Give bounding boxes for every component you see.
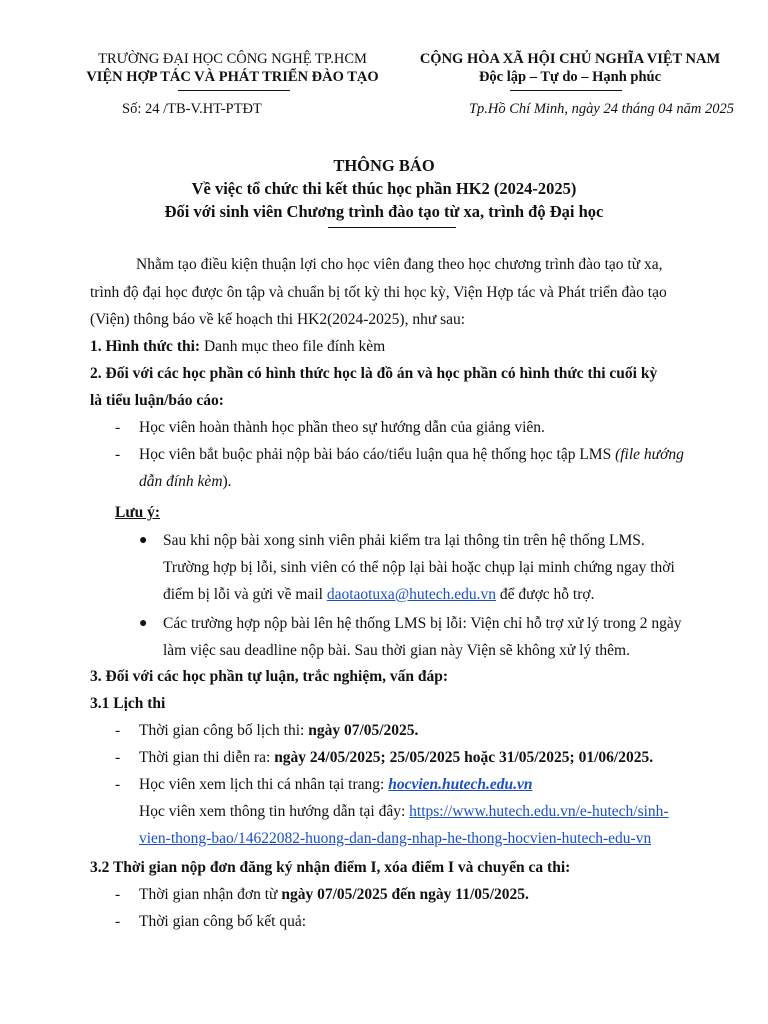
note-2-line-2: làm việc sau deadline nộp bài. Sau thời gian này Viện sẽ không xử lý thêm. bbox=[163, 642, 630, 659]
header-divider-left bbox=[178, 90, 290, 91]
note-label: Lưu ý: bbox=[115, 504, 161, 521]
section-2-item-2-line-1 bbox=[139, 442, 729, 468]
section-1 bbox=[90, 334, 730, 360]
dash-bullet: - bbox=[115, 446, 121, 463]
section-2-heading-line-2: là tiểu luận/báo cáo: bbox=[90, 392, 224, 409]
dash-bullet: - bbox=[115, 776, 121, 793]
dash-bullet: - bbox=[115, 749, 121, 766]
guide-line-2 bbox=[139, 826, 729, 852]
document-audience: Đối với sinh viên Chương trình đào tạo từ xa, trình độ Đại học bbox=[164, 202, 604, 221]
application-period-value: ngày 07/05/2025 đến ngày 11/05/2025. bbox=[281, 886, 529, 903]
result-publish-date: Thời gian công bố kết quả: bbox=[139, 913, 307, 930]
personal-schedule bbox=[139, 772, 729, 798]
dash-bullet: - bbox=[115, 419, 121, 436]
motto: Độc lập – Tự do – Hạnh phúc bbox=[478, 69, 662, 85]
dash-bullet: - bbox=[115, 886, 121, 903]
section-2-item-2-text: Học viên bắt buộc phải nộp bài báo cáo/tiểu luận qua hệ thống học tập LMS bbox=[139, 446, 616, 463]
note-1-line-2: Trường hợp bị lỗi, sinh viên có thể nộp lại bài hoặc chụp lại minh chứng ngay thời bbox=[163, 559, 675, 576]
application-period bbox=[139, 882, 729, 908]
student-portal-link[interactable]: hocvien.hutech.edu.vn bbox=[388, 776, 533, 793]
section-1-label: 1. Hình thức thi: bbox=[90, 338, 201, 355]
application-period-label: Thời gian nhận đơn từ bbox=[139, 886, 282, 903]
note-1-text-end: để được hỗ trợ. bbox=[496, 586, 595, 603]
section-2-item-2-line-2 bbox=[139, 469, 729, 495]
section-3-2-heading: 3.2 Thời gian nộp đơn đăng ký nhận điểm I, xóa điểm I và chuyển ca thi: bbox=[90, 859, 571, 876]
document-title: THÔNG BÁO bbox=[333, 156, 435, 175]
note-1-line-3 bbox=[163, 582, 729, 608]
exam-dates-value: ngày 24/05/2025; 25/05/2025 hoặc 31/05/2025; 01/06/2025. bbox=[274, 749, 654, 766]
dash-bullet: - bbox=[115, 722, 121, 739]
document-subtitle: Về việc tổ chức thi kết thúc học phần HK2 (2024-2025) bbox=[191, 179, 577, 198]
guide-label: Học viên xem thông tin hướng dẫn tại đây: bbox=[139, 803, 410, 820]
schedule-publish-date bbox=[139, 718, 729, 744]
issuer-block bbox=[70, 50, 395, 86]
document-date: Tp.Hồ Chí Minh, ngày 24 tháng 04 năm 2025 bbox=[468, 101, 734, 117]
dash-bullet: - bbox=[115, 913, 121, 930]
guide-link[interactable]: https://www.hutech.edu.vn/e-hutech/sinh- bbox=[409, 803, 669, 820]
guide-link-continued[interactable]: vien-thong-bao/14622082-huong-dan-dang-nhap-he-thong-hocvien-hutech-edu-vn bbox=[139, 830, 652, 847]
section-2-item-2-italic: (file hướng bbox=[615, 446, 684, 463]
title-divider bbox=[328, 227, 456, 228]
section-3-1-heading: 3.1 Lịch thi bbox=[90, 695, 166, 712]
country-name: CỘNG HÒA XÃ HỘI CHỦ NGHĨA VIỆT NAM bbox=[419, 51, 721, 67]
guide-line-1 bbox=[139, 799, 729, 825]
personal-schedule-label: Học viên xem lịch thi cá nhân tại trang: bbox=[139, 776, 389, 793]
national-motto-block bbox=[400, 50, 740, 86]
intro-line-3: (Viện) thông báo về kế hoạch thi HK2(2024-2025), như sau: bbox=[90, 311, 466, 328]
dot-bullet: ● bbox=[139, 616, 148, 631]
exam-dates-label: Thời gian thi diễn ra: bbox=[139, 749, 275, 766]
note-1-text: điểm bị lỗi và gửi về mail bbox=[163, 586, 327, 603]
institute-name: VIỆN HỢP TÁC VÀ PHÁT TRIỂN ĐÀO TẠO bbox=[86, 69, 379, 85]
schedule-publish-label: Thời gian công bố lịch thi: bbox=[139, 722, 309, 739]
section-3-heading: 3. Đối với các học phần tự luận, trắc nghiệm, vấn đáp: bbox=[90, 668, 449, 685]
document-number: Số: 24 /TB-V.HT-PTĐT bbox=[122, 101, 262, 117]
schedule-publish-value: ngày 07/05/2025. bbox=[308, 722, 419, 739]
note-2-line-1: Các trường hợp nộp bài lên hệ thống LMS bị lỗi: Viện chỉ hỗ trợ xử lý trong 2 ngày bbox=[163, 615, 682, 632]
section-1-text: Danh mục theo file đính kèm bbox=[200, 338, 386, 355]
section-2-item-1: Học viên hoàn thành học phần theo sự hướng dẫn của giảng viên. bbox=[139, 419, 545, 436]
header-divider-right bbox=[510, 90, 622, 91]
intro-line-2: trình độ đại học được ôn tập và chuẩn bị tốt kỳ thi học kỳ, Viện Hợp tác và Phát triển đào tạo bbox=[90, 284, 667, 301]
dot-bullet: ● bbox=[139, 533, 148, 548]
university-name: TRƯỜNG ĐẠI HỌC CÔNG NGHỆ TP.HCM bbox=[98, 51, 367, 67]
section-2-item-2-italic-cont: dẫn đính kèm bbox=[139, 473, 223, 490]
exam-dates bbox=[139, 745, 729, 771]
section-2-item-2-end: ). bbox=[222, 473, 232, 490]
intro-line-1: Nhằm tạo điều kiện thuận lợi cho học viên đang theo học chương trình đào tạo từ xa, bbox=[136, 256, 663, 273]
support-email-link[interactable]: daotaotuxa@hutech.edu.vn bbox=[326, 586, 497, 603]
section-2-heading-line-1: 2. Đối với các học phần có hình thức học là đồ án và học phần có hình thức thi cuối kỳ bbox=[90, 365, 658, 382]
note-1-line-1: Sau khi nộp bài xong sinh viên phải kiểm tra lại thông tin trên hệ thống LMS. bbox=[163, 532, 645, 549]
